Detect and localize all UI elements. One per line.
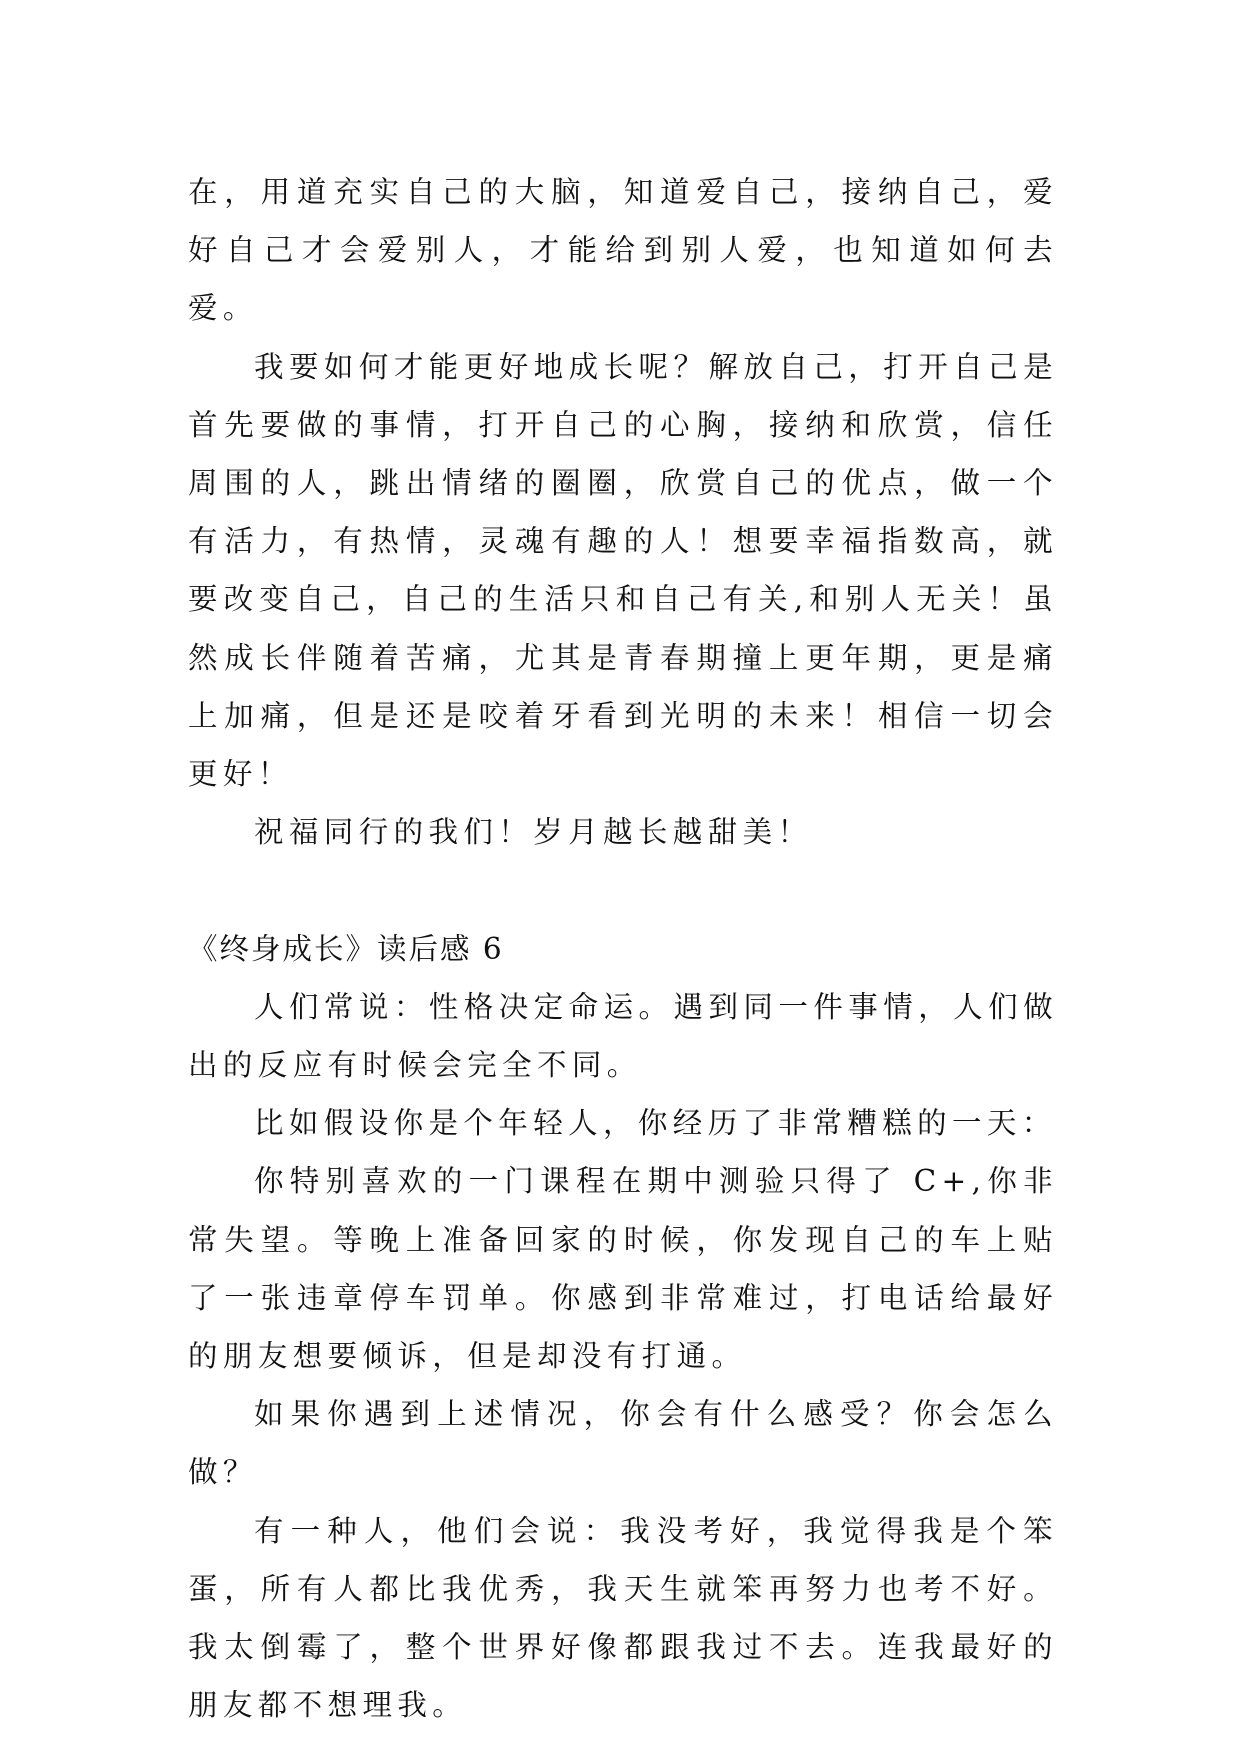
paragraph-fixed-mindset: 有一种人，他们会说：我没考好，我觉得我是个笨蛋，所有人都比我优秀，我天生就笨再努力也考不好。我太倒霉了，整个世界好像都跟我过不去。连我最好的朋友都不想理我。 (188, 1513, 1058, 1723)
document-body (188, 163, 1058, 1734)
blank-line (188, 861, 1058, 919)
paragraph-personality: 人们常说：性格决定命运。遇到同一件事情，人们做出的反应有时候会完全不同。 (188, 989, 1058, 1083)
paragraph-growth: 我要如何才能更好地成长呢？解放自己，打开自己是首先要做的事情，打开自己的心胸，接纳和欣赏，信任周围的人，跳出情绪的圈圈，欣赏自己的优点，做一个有活力，有热情，灵魂有趣的人！想要幸福指数高，就要改变自己，自己的生活只和自己有关,和别人无关！虽然成长伴随着苦痛，尤其是青春期撞上更年期，更是痛上加痛，但是还是咬着牙看到光明的未来！相信一切会更好！ (188, 349, 1058, 792)
paragraph-bad-day: 你特别喜欢的一门课程在期中测验只得了 C+,你非常失望。等晚上准备回家的时候，你发现自己的车上贴了一张违章停车罚单。你感到非常难过，打电话给最好的朋友想要倾诉，但是却没有打通。 (188, 1164, 1058, 1374)
paragraph-example: 比如假设你是个年轻人，你经历了非常糟糕的一天： (254, 1106, 1057, 1141)
section-heading: 《终身成长》读后感 6 (188, 931, 504, 966)
paragraph-question: 如果你遇到上述情况，你会有什么感受？你会怎么做？ (188, 1397, 1058, 1490)
paragraph-blessing: 祝福同行的我们！岁月越长越甜美！ (254, 815, 813, 850)
paragraph-continuation: 在，用道充实自己的大脑，知道爱自己，接纳自己，爱好自己才会爱别人，才能给到别人爱，也知道如何去爱。 (188, 175, 1058, 326)
